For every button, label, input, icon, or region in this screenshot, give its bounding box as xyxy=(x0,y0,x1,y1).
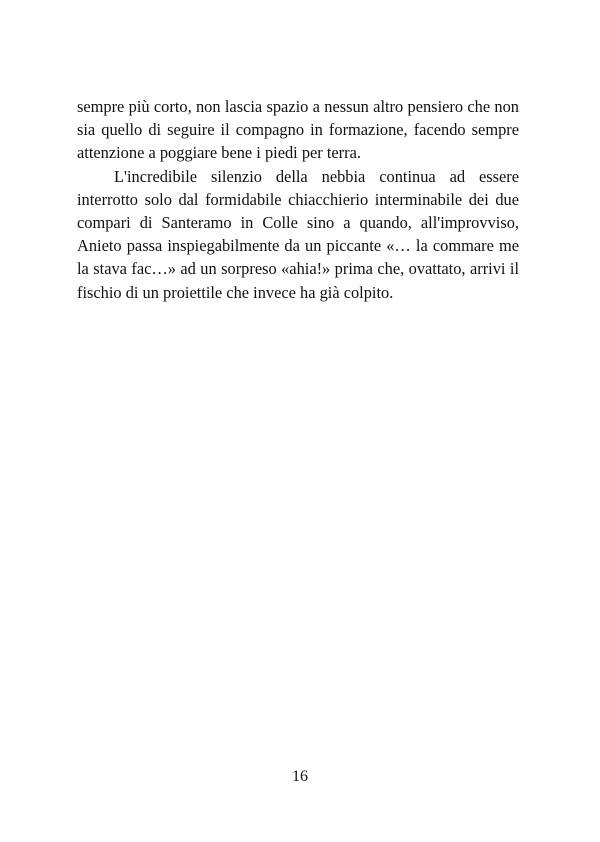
text-line: fischio di un proiettile che invece ha già colpito. xyxy=(77,282,394,302)
text-line: sia quello di seguire il compagno in formazione, facendo sempre xyxy=(77,120,519,140)
text-line: la stava fac…» ad un sorpreso «ahia!» prima che, ovattato, arrivi il xyxy=(77,259,519,279)
page-number: 16 xyxy=(292,768,308,785)
text-line: interrotto solo dal formidabile chiacchierio interminabile dei due xyxy=(77,189,519,209)
text-line: Anieto passa inspiegabilmente da un piccante «… la commare me xyxy=(77,236,519,256)
text-line: L'incredibile silenzio della nebbia continua ad essere xyxy=(114,166,519,186)
text-line: sempre più corto, non lascia spazio a nessun altro pensiero che non xyxy=(77,97,519,116)
body-text xyxy=(77,95,519,304)
text-line: attenzione a poggiare bene i piedi per terra. xyxy=(77,143,361,163)
text-line: compari di Santeramo in Colle sino a quando, all'improvviso, xyxy=(77,212,519,232)
